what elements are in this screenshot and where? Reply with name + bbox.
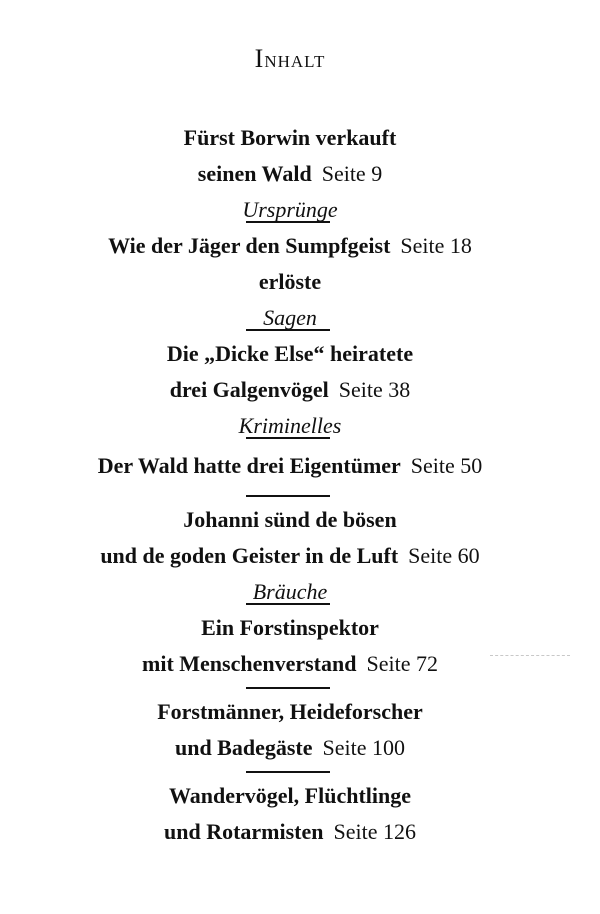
toc-entry	[0, 778, 580, 850]
entry-category: Bräuche	[252, 579, 328, 604]
entry-category: Ursprünge	[242, 197, 338, 222]
page-title-initial: I	[254, 44, 265, 73]
page-title-rest: nhalt	[264, 47, 326, 73]
entry-title-line: Johanni sünd de bösen	[183, 507, 397, 532]
toc-entry	[0, 610, 580, 682]
entry-page-ref: Seite 50	[410, 453, 483, 478]
entry-title-line: Wandervögel, Flüchtlinge	[169, 783, 411, 808]
divider	[246, 329, 330, 331]
entry-page-ref: Seite 38	[338, 377, 411, 402]
entry-title-line: Wie der Jäger den Sumpfgeist	[108, 233, 391, 258]
toc-entry	[0, 336, 580, 444]
toc-entry	[0, 502, 580, 610]
toc-entry	[0, 228, 580, 336]
toc-entry	[0, 694, 580, 766]
entry-title-line: Ein Forstinspektor	[201, 615, 379, 640]
toc-entry	[0, 120, 580, 228]
entry-category: Kriminelles	[238, 413, 342, 438]
entry-page-ref: Seite 100	[322, 735, 406, 760]
entry-title-line: und Rotarmisten	[163, 819, 324, 844]
entry-title-line: und de goden Geister in de Luft	[100, 543, 399, 568]
toc-entry	[0, 448, 580, 484]
divider	[246, 437, 330, 439]
divider	[246, 603, 330, 605]
entry-page-ref: Seite 72	[366, 651, 438, 676]
divider	[246, 495, 330, 497]
scan-artifact	[490, 655, 570, 656]
entry-category: Sagen	[263, 305, 317, 330]
entry-page-ref: Seite 9	[321, 161, 383, 186]
entry-title-line: Fürst Borwin verkauft	[183, 125, 397, 150]
entry-title-line: seinen Wald	[197, 161, 312, 186]
divider	[246, 771, 330, 773]
divider	[246, 221, 330, 223]
entry-title-line: Die „Dicke Else“ heiratete	[166, 341, 414, 366]
entry-title-line: und Badegäste	[174, 735, 313, 760]
entry-title-line: erlöste	[258, 269, 322, 294]
entry-title-line: Forstmänner, Heideforscher	[157, 699, 423, 724]
entry-page-ref: Seite 60	[408, 543, 480, 568]
entry-page-ref: Seite 18	[400, 233, 472, 258]
entry-title-line: Der Wald hatte drei Eigentümer	[97, 453, 401, 478]
entry-page-ref: Seite 126	[333, 819, 416, 844]
page-title	[0, 44, 580, 74]
entry-title-line: mit Menschenverstand	[142, 651, 357, 676]
entry-title-line: drei Galgenvögel	[169, 377, 329, 402]
divider	[246, 687, 330, 689]
